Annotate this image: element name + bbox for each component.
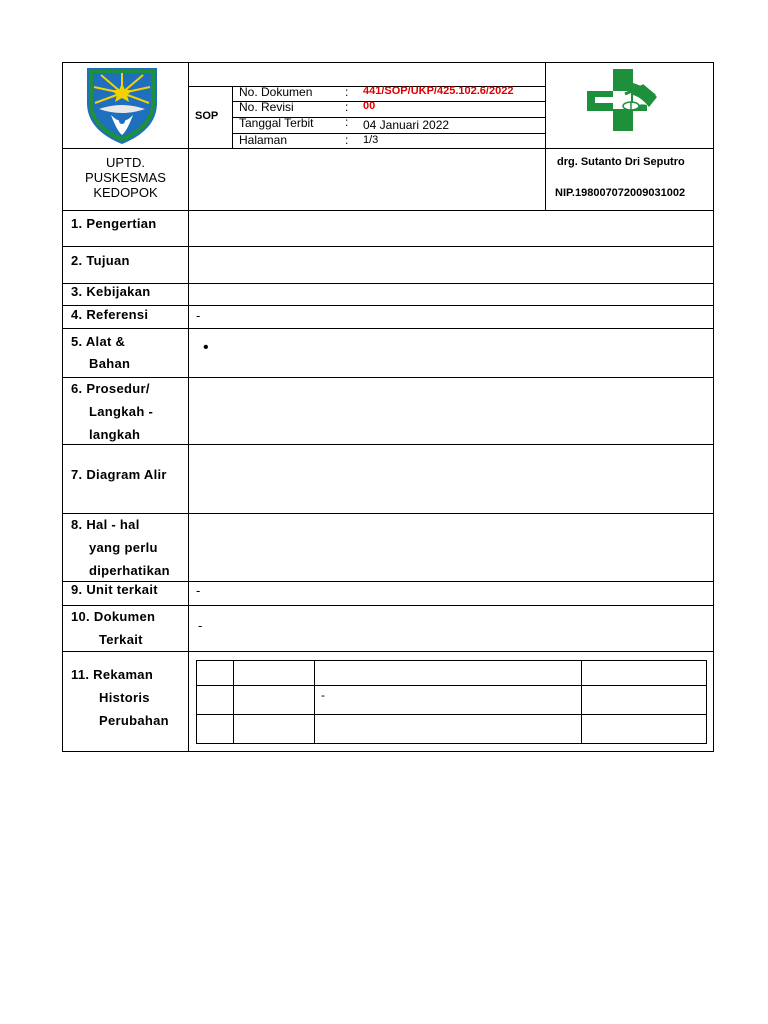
meta-label-doc-number: No. Dokumen — [239, 85, 313, 99]
section-label-dokumen-terkait — [71, 605, 155, 651]
grid-line — [63, 444, 714, 445]
table-row — [197, 661, 707, 686]
meta-separator: : — [345, 115, 349, 129]
section-label-line: Terkait — [99, 632, 143, 647]
section-label-referensi: 4. Referensi — [71, 307, 149, 322]
table-cell — [197, 661, 234, 686]
section-label-line: 10. Dokumen — [71, 609, 156, 624]
regional-emblem-logo — [85, 65, 159, 145]
section-content-referensi: - — [196, 308, 201, 323]
meta-separator: : — [345, 85, 349, 99]
grid-line — [188, 63, 189, 444]
signer-name: drg. Sutanto Dri Seputro — [557, 156, 685, 168]
section-label-pengertian: 1. Pengertian — [71, 216, 157, 231]
doc-number-value: 441/SOP/UKP/425.102.6/2022 — [363, 85, 514, 97]
puskesmas-logo — [585, 67, 661, 133]
organization-name-line: UPTD. — [106, 155, 145, 170]
organization-name — [63, 155, 188, 200]
page-value: 1/3 — [363, 134, 379, 146]
bullet-point: • — [203, 339, 209, 356]
section-label-alat-bahan — [71, 331, 130, 375]
table-cell: - — [315, 686, 582, 714]
table-row — [197, 686, 707, 714]
section-label-diagram-alir: 7. Diagram Alir — [71, 467, 167, 482]
history-table — [196, 660, 707, 744]
table-cell — [582, 661, 707, 686]
table-row — [197, 714, 707, 743]
section-label-line: yang perlu — [89, 540, 158, 555]
grid-line — [63, 246, 714, 247]
table-cell — [197, 714, 234, 743]
table-cell — [234, 661, 315, 686]
issue-date-value: 04 Januari 2022 — [363, 118, 450, 132]
table-cell — [315, 714, 582, 743]
section-label-line: 11. Rekaman — [71, 667, 154, 682]
grid-line — [63, 377, 714, 378]
section-label-kebijakan: 3. Kebijakan — [71, 284, 151, 299]
table-cell — [582, 686, 707, 714]
sop-label: SOP — [195, 110, 219, 122]
grid-line — [188, 444, 189, 752]
table-cell — [197, 686, 234, 714]
grid-line — [63, 328, 714, 329]
section-label-line: diperhatikan — [89, 563, 170, 578]
section-label-unit-terkait: 9. Unit terkait — [71, 582, 158, 597]
grid-line — [188, 283, 714, 284]
grid-line — [63, 651, 714, 652]
grid-line — [545, 63, 546, 210]
meta-label-revision: No. Revisi — [239, 100, 294, 114]
section-label-line: langkah — [89, 427, 141, 442]
grid-line — [63, 210, 714, 211]
organization-name-line: PUSKESMAS — [85, 170, 166, 185]
section-label-line: Perubahan — [99, 713, 169, 728]
section-content-unit-terkait: - — [196, 583, 201, 598]
section-label-line: 6. Prosedur/ — [71, 381, 150, 396]
grid-line — [63, 148, 714, 149]
grid-line — [63, 305, 714, 306]
table-cell — [315, 661, 582, 686]
section-label-line: 8. Hal - hal — [71, 517, 140, 532]
organization-name-line: KEDOPOK — [93, 185, 158, 200]
section-label-hal-hal — [71, 513, 170, 582]
meta-label-page: Halaman — [239, 133, 288, 147]
section-label-line: Historis — [99, 690, 150, 705]
section-content-dokumen-terkait: - — [198, 618, 203, 633]
table-cell — [582, 714, 707, 743]
grid-line — [63, 605, 714, 606]
table-cell — [234, 714, 315, 743]
signer-nip: NIP.198007072009031002 — [555, 187, 686, 199]
revision-value: 00 — [363, 100, 376, 112]
section-label-rekaman-historis — [71, 663, 169, 732]
section-label-line: Langkah - — [89, 404, 154, 419]
section-label-line: Bahan — [89, 356, 131, 371]
table-cell — [234, 686, 315, 714]
meta-separator: : — [345, 133, 349, 147]
section-label-tujuan: 2. Tujuan — [71, 253, 130, 268]
meta-separator: : — [345, 100, 349, 114]
section-label-line: 5. Alat & — [71, 334, 126, 349]
meta-label-issue-date: Tanggal Terbit — [239, 116, 314, 130]
sop-document — [62, 62, 714, 752]
section-label-prosedur — [71, 377, 153, 446]
